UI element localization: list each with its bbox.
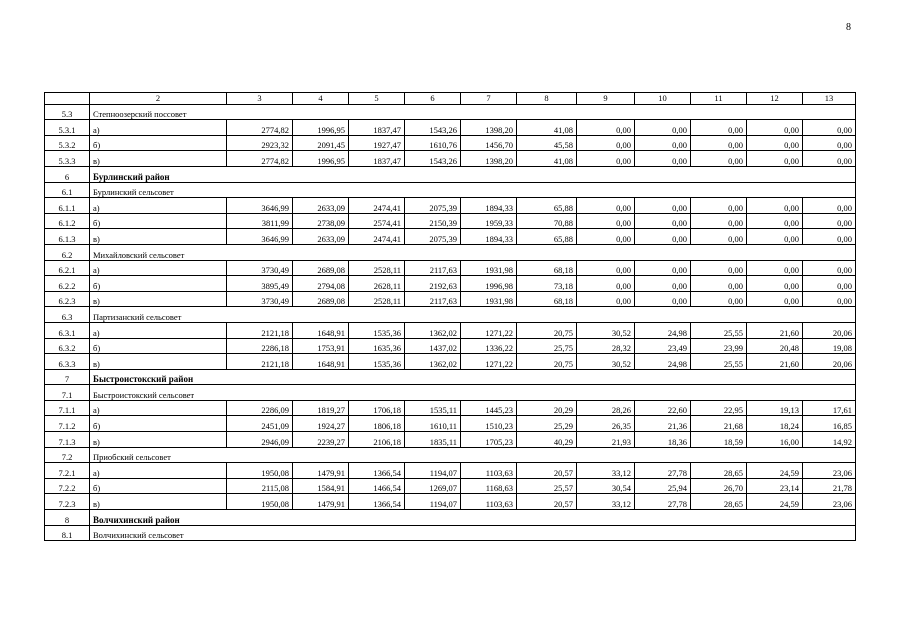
value-cell: 1610,76 bbox=[405, 135, 461, 151]
value-cell: 0,00 bbox=[635, 291, 691, 307]
row-number: 7.1.1 bbox=[45, 400, 90, 416]
value-cell: 1194,07 bbox=[405, 463, 461, 479]
value-cell: 0,00 bbox=[691, 151, 747, 167]
table-row bbox=[45, 432, 856, 448]
value-cell: 2689,08 bbox=[293, 260, 349, 276]
district-name: Быстроистокский район bbox=[90, 369, 856, 385]
value-cell: 21,60 bbox=[747, 354, 803, 370]
value-cell: 20,48 bbox=[747, 338, 803, 354]
value-cell: 0,00 bbox=[691, 260, 747, 276]
row-number: 6.2.2 bbox=[45, 276, 90, 292]
value-cell: 1194,07 bbox=[405, 494, 461, 510]
row-number: 5.3.2 bbox=[45, 135, 90, 151]
value-cell: 0,00 bbox=[803, 120, 856, 136]
value-cell: 1996,95 bbox=[293, 151, 349, 167]
column-header: 2 bbox=[90, 93, 227, 105]
value-cell: 0,00 bbox=[635, 213, 691, 229]
column-header: 13 bbox=[803, 93, 856, 105]
table-row bbox=[45, 494, 856, 510]
value-cell: 2115,08 bbox=[227, 478, 293, 494]
table-row bbox=[45, 198, 856, 214]
value-cell: 1635,36 bbox=[349, 338, 405, 354]
district-row bbox=[45, 369, 856, 385]
value-cell: 1931,98 bbox=[461, 291, 517, 307]
table-row bbox=[45, 416, 856, 432]
value-cell: 1705,23 bbox=[461, 432, 517, 448]
value-cell: 20,29 bbox=[517, 400, 577, 416]
value-cell: 0,00 bbox=[803, 198, 856, 214]
value-cell: 0,00 bbox=[577, 135, 635, 151]
value-cell: 25,94 bbox=[635, 478, 691, 494]
value-cell: 21,36 bbox=[635, 416, 691, 432]
table-row bbox=[45, 151, 856, 167]
value-cell: 0,00 bbox=[747, 229, 803, 245]
variant-label: б) bbox=[90, 416, 227, 432]
table-body bbox=[45, 93, 856, 541]
section-row bbox=[45, 244, 856, 260]
value-cell: 2923,32 bbox=[227, 135, 293, 151]
value-cell: 28,65 bbox=[691, 494, 747, 510]
value-cell: 1456,70 bbox=[461, 135, 517, 151]
value-cell: 68,18 bbox=[517, 260, 577, 276]
settlement-name: Быстроистокский сельсовет bbox=[90, 385, 856, 401]
table-row bbox=[45, 260, 856, 276]
value-cell: 0,00 bbox=[577, 151, 635, 167]
value-cell: 33,12 bbox=[577, 463, 635, 479]
value-cell: 30,52 bbox=[577, 322, 635, 338]
value-cell: 0,00 bbox=[803, 260, 856, 276]
value-cell: 2738,09 bbox=[293, 213, 349, 229]
value-cell: 41,08 bbox=[517, 151, 577, 167]
settlement-name: Михайловский сельсовет bbox=[90, 244, 856, 260]
variant-label: в) bbox=[90, 291, 227, 307]
value-cell: 20,57 bbox=[517, 494, 577, 510]
row-number: 6.2.1 bbox=[45, 260, 90, 276]
value-cell: 1479,91 bbox=[293, 463, 349, 479]
row-number: 5.3 bbox=[45, 104, 90, 120]
value-cell: 1466,54 bbox=[349, 478, 405, 494]
value-cell: 3811,99 bbox=[227, 213, 293, 229]
value-cell: 2075,39 bbox=[405, 229, 461, 245]
column-header bbox=[45, 93, 90, 105]
value-cell: 0,00 bbox=[691, 291, 747, 307]
value-cell: 0,00 bbox=[747, 291, 803, 307]
settlement-name: Степноозерский поссовет bbox=[90, 104, 856, 120]
value-cell: 2091,45 bbox=[293, 135, 349, 151]
value-cell: 26,70 bbox=[691, 478, 747, 494]
value-cell: 3646,99 bbox=[227, 229, 293, 245]
row-number: 8 bbox=[45, 510, 90, 526]
value-cell: 0,00 bbox=[577, 291, 635, 307]
table-row bbox=[45, 135, 856, 151]
row-number: 7.2.2 bbox=[45, 478, 90, 494]
value-cell: 1959,33 bbox=[461, 213, 517, 229]
variant-label: а) bbox=[90, 400, 227, 416]
column-header: 4 bbox=[293, 93, 349, 105]
value-cell: 14,92 bbox=[803, 432, 856, 448]
value-cell: 0,00 bbox=[577, 198, 635, 214]
value-cell: 0,00 bbox=[635, 151, 691, 167]
section-row bbox=[45, 182, 856, 198]
value-cell: 1806,18 bbox=[349, 416, 405, 432]
value-cell: 70,88 bbox=[517, 213, 577, 229]
table-row bbox=[45, 120, 856, 136]
value-cell: 20,75 bbox=[517, 322, 577, 338]
value-cell: 0,00 bbox=[747, 260, 803, 276]
value-cell: 21,93 bbox=[577, 432, 635, 448]
row-number: 5.3.3 bbox=[45, 151, 90, 167]
value-cell: 25,75 bbox=[517, 338, 577, 354]
value-cell: 0,00 bbox=[691, 135, 747, 151]
value-cell: 0,00 bbox=[691, 213, 747, 229]
value-cell: 2451,09 bbox=[227, 416, 293, 432]
value-cell: 1837,47 bbox=[349, 120, 405, 136]
value-cell: 2946,09 bbox=[227, 432, 293, 448]
table-row bbox=[45, 291, 856, 307]
value-cell: 0,00 bbox=[577, 260, 635, 276]
variant-label: в) bbox=[90, 432, 227, 448]
value-cell: 1894,33 bbox=[461, 198, 517, 214]
value-cell: 25,57 bbox=[517, 478, 577, 494]
value-cell: 2117,63 bbox=[405, 291, 461, 307]
district-name: Волчихинский район bbox=[90, 510, 856, 526]
value-cell: 23,14 bbox=[747, 478, 803, 494]
value-cell: 0,00 bbox=[747, 198, 803, 214]
section-row bbox=[45, 525, 856, 541]
row-number: 6.1.2 bbox=[45, 213, 90, 229]
value-cell: 2474,41 bbox=[349, 229, 405, 245]
value-cell: 24,59 bbox=[747, 463, 803, 479]
value-cell: 2286,18 bbox=[227, 338, 293, 354]
row-number: 7.2 bbox=[45, 447, 90, 463]
row-number: 6.3.1 bbox=[45, 322, 90, 338]
value-cell: 0,00 bbox=[803, 291, 856, 307]
row-number: 8.1 bbox=[45, 525, 90, 541]
value-cell: 0,00 bbox=[803, 151, 856, 167]
value-cell: 1366,54 bbox=[349, 463, 405, 479]
variant-label: в) bbox=[90, 151, 227, 167]
value-cell: 33,12 bbox=[577, 494, 635, 510]
value-cell: 2574,41 bbox=[349, 213, 405, 229]
value-cell: 0,00 bbox=[691, 229, 747, 245]
table-header-row bbox=[45, 93, 856, 105]
value-cell: 2121,18 bbox=[227, 354, 293, 370]
column-header: 3 bbox=[227, 93, 293, 105]
variant-label: в) bbox=[90, 354, 227, 370]
value-cell: 22,60 bbox=[635, 400, 691, 416]
value-cell: 17,61 bbox=[803, 400, 856, 416]
value-cell: 0,00 bbox=[577, 229, 635, 245]
value-cell: 20,75 bbox=[517, 354, 577, 370]
value-cell: 1103,63 bbox=[461, 463, 517, 479]
value-cell: 28,26 bbox=[577, 400, 635, 416]
row-number: 6.2.3 bbox=[45, 291, 90, 307]
row-number: 6.2 bbox=[45, 244, 90, 260]
value-cell: 16,85 bbox=[803, 416, 856, 432]
value-cell: 2774,82 bbox=[227, 151, 293, 167]
value-cell: 1269,07 bbox=[405, 478, 461, 494]
value-cell: 2075,39 bbox=[405, 198, 461, 214]
table-row bbox=[45, 276, 856, 292]
value-cell: 3730,49 bbox=[227, 260, 293, 276]
value-cell: 21,60 bbox=[747, 322, 803, 338]
value-cell: 23,06 bbox=[803, 494, 856, 510]
variant-label: а) bbox=[90, 463, 227, 479]
value-cell: 2150,39 bbox=[405, 213, 461, 229]
value-cell: 28,65 bbox=[691, 463, 747, 479]
value-cell: 2117,63 bbox=[405, 260, 461, 276]
value-cell: 1271,22 bbox=[461, 322, 517, 338]
value-cell: 0,00 bbox=[747, 151, 803, 167]
table-row bbox=[45, 229, 856, 245]
row-number: 6.3.2 bbox=[45, 338, 90, 354]
value-cell: 0,00 bbox=[635, 135, 691, 151]
value-cell: 1336,22 bbox=[461, 338, 517, 354]
table-row bbox=[45, 478, 856, 494]
variant-label: в) bbox=[90, 229, 227, 245]
value-cell: 25,55 bbox=[691, 354, 747, 370]
value-cell: 0,00 bbox=[577, 276, 635, 292]
row-number: 5.3.1 bbox=[45, 120, 90, 136]
value-cell: 45,58 bbox=[517, 135, 577, 151]
value-cell: 24,98 bbox=[635, 322, 691, 338]
value-cell: 23,49 bbox=[635, 338, 691, 354]
variant-label: а) bbox=[90, 120, 227, 136]
value-cell: 0,00 bbox=[747, 276, 803, 292]
value-cell: 1894,33 bbox=[461, 229, 517, 245]
column-header: 11 bbox=[691, 93, 747, 105]
value-cell: 19,13 bbox=[747, 400, 803, 416]
value-cell: 1835,11 bbox=[405, 432, 461, 448]
row-number: 6 bbox=[45, 166, 90, 182]
value-cell: 0,00 bbox=[635, 260, 691, 276]
value-cell: 73,18 bbox=[517, 276, 577, 292]
value-cell: 30,52 bbox=[577, 354, 635, 370]
value-cell: 1543,26 bbox=[405, 120, 461, 136]
value-cell: 16,00 bbox=[747, 432, 803, 448]
value-cell: 1996,95 bbox=[293, 120, 349, 136]
column-header: 6 bbox=[405, 93, 461, 105]
column-header: 5 bbox=[349, 93, 405, 105]
value-cell: 23,99 bbox=[691, 338, 747, 354]
value-cell: 0,00 bbox=[635, 229, 691, 245]
row-number: 6.1.1 bbox=[45, 198, 90, 214]
value-cell: 21,78 bbox=[803, 478, 856, 494]
value-cell: 20,57 bbox=[517, 463, 577, 479]
value-cell: 3646,99 bbox=[227, 198, 293, 214]
value-cell: 3730,49 bbox=[227, 291, 293, 307]
value-cell: 1819,27 bbox=[293, 400, 349, 416]
settlement-name: Приобский сельсовет bbox=[90, 447, 856, 463]
value-cell: 1168,63 bbox=[461, 478, 517, 494]
value-cell: 26,35 bbox=[577, 416, 635, 432]
row-number: 6.3 bbox=[45, 307, 90, 323]
column-header: 12 bbox=[747, 93, 803, 105]
section-row bbox=[45, 307, 856, 323]
value-cell: 0,00 bbox=[691, 198, 747, 214]
settlement-name: Бурлинский сельсовет bbox=[90, 182, 856, 198]
value-cell: 1950,08 bbox=[227, 463, 293, 479]
column-header: 8 bbox=[517, 93, 577, 105]
value-cell: 1398,20 bbox=[461, 151, 517, 167]
value-cell: 1648,91 bbox=[293, 354, 349, 370]
variant-label: б) bbox=[90, 276, 227, 292]
value-cell: 1584,91 bbox=[293, 478, 349, 494]
value-cell: 0,00 bbox=[691, 120, 747, 136]
value-cell: 20,06 bbox=[803, 354, 856, 370]
district-name: Бурлинский район bbox=[90, 166, 856, 182]
value-cell: 1706,18 bbox=[349, 400, 405, 416]
value-cell: 1535,36 bbox=[349, 322, 405, 338]
value-cell: 1535,36 bbox=[349, 354, 405, 370]
row-number: 7 bbox=[45, 369, 90, 385]
value-cell: 18,36 bbox=[635, 432, 691, 448]
value-cell: 2628,11 bbox=[349, 276, 405, 292]
value-cell: 2121,18 bbox=[227, 322, 293, 338]
value-cell: 3895,49 bbox=[227, 276, 293, 292]
value-cell: 2474,41 bbox=[349, 198, 405, 214]
value-cell: 25,29 bbox=[517, 416, 577, 432]
value-cell: 1753,91 bbox=[293, 338, 349, 354]
variant-label: б) bbox=[90, 478, 227, 494]
value-cell: 1610,11 bbox=[405, 416, 461, 432]
value-cell: 1931,98 bbox=[461, 260, 517, 276]
column-header: 10 bbox=[635, 93, 691, 105]
value-cell: 2528,11 bbox=[349, 291, 405, 307]
value-cell: 2794,08 bbox=[293, 276, 349, 292]
variant-label: в) bbox=[90, 494, 227, 510]
settlement-name: Партизанский сельсовет bbox=[90, 307, 856, 323]
value-cell: 24,59 bbox=[747, 494, 803, 510]
value-cell: 25,55 bbox=[691, 322, 747, 338]
value-cell: 40,29 bbox=[517, 432, 577, 448]
variant-label: а) bbox=[90, 322, 227, 338]
value-cell: 1510,23 bbox=[461, 416, 517, 432]
row-number: 7.2.1 bbox=[45, 463, 90, 479]
section-row bbox=[45, 385, 856, 401]
data-table bbox=[44, 92, 856, 541]
value-cell: 1362,02 bbox=[405, 354, 461, 370]
value-cell: 0,00 bbox=[747, 120, 803, 136]
variant-label: а) bbox=[90, 198, 227, 214]
variant-label: б) bbox=[90, 338, 227, 354]
value-cell: 2774,82 bbox=[227, 120, 293, 136]
value-cell: 19,08 bbox=[803, 338, 856, 354]
variant-label: а) bbox=[90, 260, 227, 276]
value-cell: 1479,91 bbox=[293, 494, 349, 510]
value-cell: 1271,22 bbox=[461, 354, 517, 370]
value-cell: 24,98 bbox=[635, 354, 691, 370]
value-cell: 0,00 bbox=[803, 213, 856, 229]
value-cell: 27,78 bbox=[635, 463, 691, 479]
value-cell: 0,00 bbox=[803, 276, 856, 292]
value-cell: 22,95 bbox=[691, 400, 747, 416]
variant-label: б) bbox=[90, 213, 227, 229]
value-cell: 0,00 bbox=[803, 135, 856, 151]
value-cell: 1837,47 bbox=[349, 151, 405, 167]
column-header: 9 bbox=[577, 93, 635, 105]
section-row bbox=[45, 104, 856, 120]
value-cell: 2286,09 bbox=[227, 400, 293, 416]
row-number: 7.1 bbox=[45, 385, 90, 401]
value-cell: 1103,63 bbox=[461, 494, 517, 510]
value-cell: 18,59 bbox=[691, 432, 747, 448]
value-cell: 41,08 bbox=[517, 120, 577, 136]
value-cell: 2689,08 bbox=[293, 291, 349, 307]
value-cell: 0,00 bbox=[747, 135, 803, 151]
value-cell: 1950,08 bbox=[227, 494, 293, 510]
value-cell: 2239,27 bbox=[293, 432, 349, 448]
value-cell: 27,78 bbox=[635, 494, 691, 510]
value-cell: 0,00 bbox=[803, 229, 856, 245]
value-cell: 0,00 bbox=[635, 198, 691, 214]
section-row bbox=[45, 447, 856, 463]
row-number: 6.1 bbox=[45, 182, 90, 198]
row-number: 7.1.2 bbox=[45, 416, 90, 432]
value-cell: 1924,27 bbox=[293, 416, 349, 432]
table-row bbox=[45, 400, 856, 416]
value-cell: 30,54 bbox=[577, 478, 635, 494]
district-row bbox=[45, 166, 856, 182]
value-cell: 65,88 bbox=[517, 229, 577, 245]
value-cell: 1445,23 bbox=[461, 400, 517, 416]
column-header: 7 bbox=[461, 93, 517, 105]
value-cell: 2633,09 bbox=[293, 229, 349, 245]
value-cell: 2528,11 bbox=[349, 260, 405, 276]
value-cell: 21,68 bbox=[691, 416, 747, 432]
value-cell: 18,24 bbox=[747, 416, 803, 432]
value-cell: 23,06 bbox=[803, 463, 856, 479]
table-row bbox=[45, 338, 856, 354]
value-cell: 1927,47 bbox=[349, 135, 405, 151]
value-cell: 1996,98 bbox=[461, 276, 517, 292]
value-cell: 0,00 bbox=[635, 120, 691, 136]
value-cell: 20,06 bbox=[803, 322, 856, 338]
value-cell: 28,32 bbox=[577, 338, 635, 354]
value-cell: 1362,02 bbox=[405, 322, 461, 338]
value-cell: 2106,18 bbox=[349, 432, 405, 448]
value-cell: 1543,26 bbox=[405, 151, 461, 167]
table-row bbox=[45, 213, 856, 229]
value-cell: 0,00 bbox=[577, 213, 635, 229]
district-row bbox=[45, 510, 856, 526]
row-number: 6.3.3 bbox=[45, 354, 90, 370]
value-cell: 1437,02 bbox=[405, 338, 461, 354]
value-cell: 0,00 bbox=[691, 276, 747, 292]
row-number: 6.1.3 bbox=[45, 229, 90, 245]
row-number: 7.1.3 bbox=[45, 432, 90, 448]
table-row bbox=[45, 463, 856, 479]
row-number: 7.2.3 bbox=[45, 494, 90, 510]
table-row bbox=[45, 322, 856, 338]
value-cell: 2633,09 bbox=[293, 198, 349, 214]
value-cell: 0,00 bbox=[747, 213, 803, 229]
value-cell: 0,00 bbox=[635, 276, 691, 292]
value-cell: 0,00 bbox=[577, 120, 635, 136]
value-cell: 68,18 bbox=[517, 291, 577, 307]
value-cell: 1366,54 bbox=[349, 494, 405, 510]
value-cell: 1648,91 bbox=[293, 322, 349, 338]
value-cell: 1398,20 bbox=[461, 120, 517, 136]
value-cell: 65,88 bbox=[517, 198, 577, 214]
value-cell: 1535,11 bbox=[405, 400, 461, 416]
settlement-name: Волчихинский сельсовет bbox=[90, 525, 856, 541]
variant-label: б) bbox=[90, 135, 227, 151]
value-cell: 2192,63 bbox=[405, 276, 461, 292]
page-number: 8 bbox=[846, 22, 851, 33]
table-row bbox=[45, 354, 856, 370]
